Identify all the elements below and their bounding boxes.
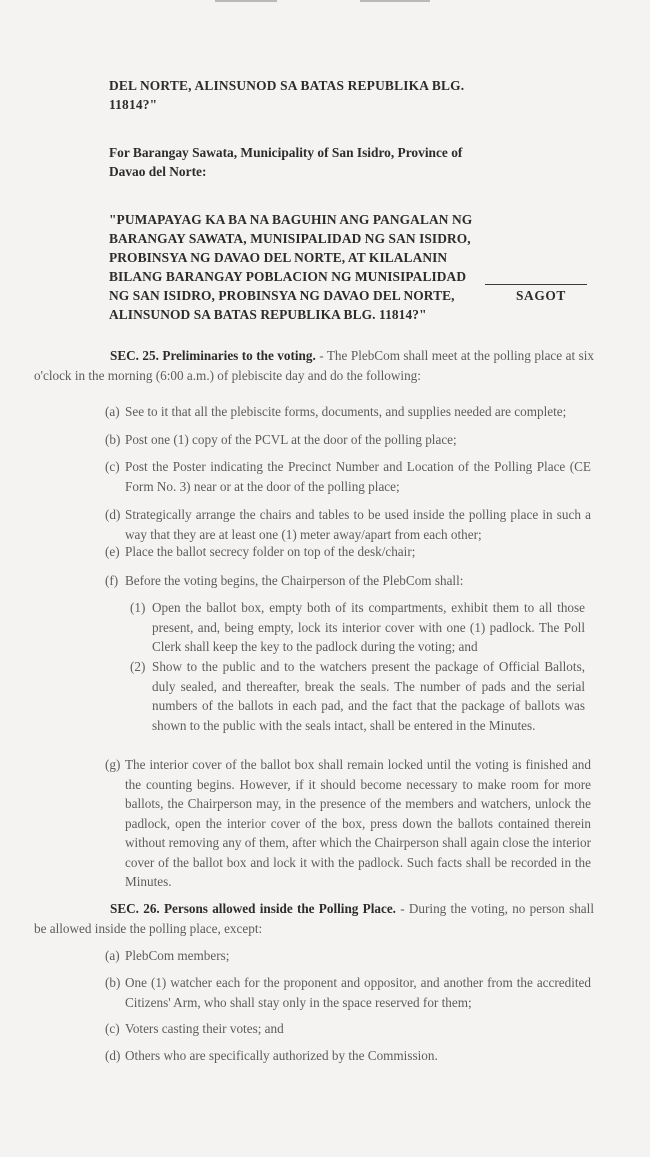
sec25-item-e <box>105 542 591 562</box>
sec25-item-f <box>105 571 591 591</box>
item-label: (d) <box>105 507 121 522</box>
answer-label: SAGOT <box>516 288 566 303</box>
item-text: See to it that all the plebiscite forms, documents, and supplies needed are complete; <box>125 404 567 419</box>
sec26-item-c <box>105 1019 591 1039</box>
item-label: (f) <box>105 573 119 588</box>
barangay-intro: For Barangay Sawata, Municipality of San Isidro, Province of Davao del Norte: <box>109 145 463 179</box>
sec25-subitem-1 <box>130 598 585 657</box>
sec25-item-b <box>105 430 591 450</box>
item-text: Voters casting their votes; and <box>125 1021 284 1036</box>
item-text: Post one (1) copy of the PCVL at the door of the polling place; <box>125 432 457 447</box>
plebiscite-question: "PUMAPAYAG KA BA NA BAGUHIN ANG PANGALAN NG BARANGAY SAWATA, MUNISIPALIDAD NG SAN ISIDRO, PROBINSYA NG DAVAO DEL NORTE, AT KILALANIN BILANG BARANGAY POBLACION NG MUNISIPALIDAD NG SAN ISIDRO, PROBINSYA NG DAVAO DEL NORTE, ALINSUNOD SA BATAS REPUBLIKA BLG. 11814?" <box>109 212 473 322</box>
subitem-label: (2) <box>130 659 146 674</box>
item-text: Others who are specifically authorized by the Commission. <box>125 1048 438 1063</box>
item-text: One (1) watcher each for the proponent and oppositor, and another from the accredited Citizens' Arm, who shall stay only in the space reserved for them; <box>125 975 591 1010</box>
subitem-text: Show to the public and to the watchers present the package of Official Ballots, duly sealed, and thereafter, break the seals. The number of pads and the serial numbers of the ballots in each pad, and the fact that the package of ballots was shown to the public with the seals intact, shall be entered in the Minutes. <box>152 659 585 733</box>
sec25-item-c <box>105 457 591 496</box>
sec25-item-a <box>105 402 591 422</box>
subitem-label: (1) <box>130 600 146 615</box>
sec25-item-d <box>105 505 591 544</box>
item-text: Post the Poster indicating the Precinct Number and Location of the Polling Place (CE Form No. 3) near or at the door of the polling place; <box>125 459 591 494</box>
item-label: (a) <box>105 404 120 419</box>
item-label: (c) <box>105 1021 120 1036</box>
item-text: Before the voting begins, the Chairperson of the PlebCom shall: <box>125 573 464 588</box>
sec26-paragraph <box>34 899 594 939</box>
item-label: (e) <box>105 544 120 559</box>
item-label: (d) <box>105 1048 121 1063</box>
item-text: Place the ballot secrecy folder on top of the desk/chair; <box>125 544 416 559</box>
item-text: Strategically arrange the chairs and tables to be used inside the polling place in such a way that they are at least one (1) meter away/apart from each other; <box>125 507 591 542</box>
item-label: (c) <box>105 459 120 474</box>
item-text: PlebCom members; <box>125 948 230 963</box>
item-label: (g) <box>105 757 121 772</box>
sec25-body: - The PlebCom shall meet at the polling place at six o'clock in the morning (6:00 a.m.) of plebiscite day and do the following: <box>34 348 594 383</box>
sec25-heading: SEC. 25. Preliminaries to the voting. <box>110 348 316 363</box>
sec26-body: - During the voting, no person shall be allowed inside the polling place, except: <box>34 901 594 936</box>
sec26-item-a <box>105 946 591 966</box>
item-label: (b) <box>105 432 121 447</box>
scan-mark-left <box>215 0 277 2</box>
question-continuation: DEL NORTE, ALINSUNOD SA BATAS REPUBLIKA BLG. 11814?" <box>109 78 465 112</box>
sec25-paragraph <box>34 346 594 386</box>
sec26-item-d <box>105 1046 591 1066</box>
item-label: (b) <box>105 975 121 990</box>
scan-mark-right <box>360 0 430 2</box>
item-label: (a) <box>105 948 120 963</box>
sec25-subitem-2 <box>130 657 585 735</box>
item-text: The interior cover of the ballot box shall remain locked until the voting is finished and the counting begins. However, if it should become necessary to make room for more ballots, the Chairperson may, in the presence of the members and watchers, unlock the padlock, open the interior cover of the box, press down the ballots contained therein without removing any of them, after which the Chairperson shall again close the interior cover of the ballot box and lock it with the padlock. Such facts shall be recorded in the Minutes. <box>125 757 591 889</box>
subitem-text: Open the ballot box, empty both of its compartments, exhibit them to all those present, and, being empty, lock its interior cover with one (1) padlock. The Poll Clerk shall keep the key to the padlock during the voting; and <box>152 600 585 654</box>
sec25-item-g <box>105 755 591 892</box>
sec26-item-b <box>105 973 591 1012</box>
sec26-heading: SEC. 26. Persons allowed inside the Polling Place. <box>110 901 396 916</box>
answer-line <box>485 284 587 285</box>
